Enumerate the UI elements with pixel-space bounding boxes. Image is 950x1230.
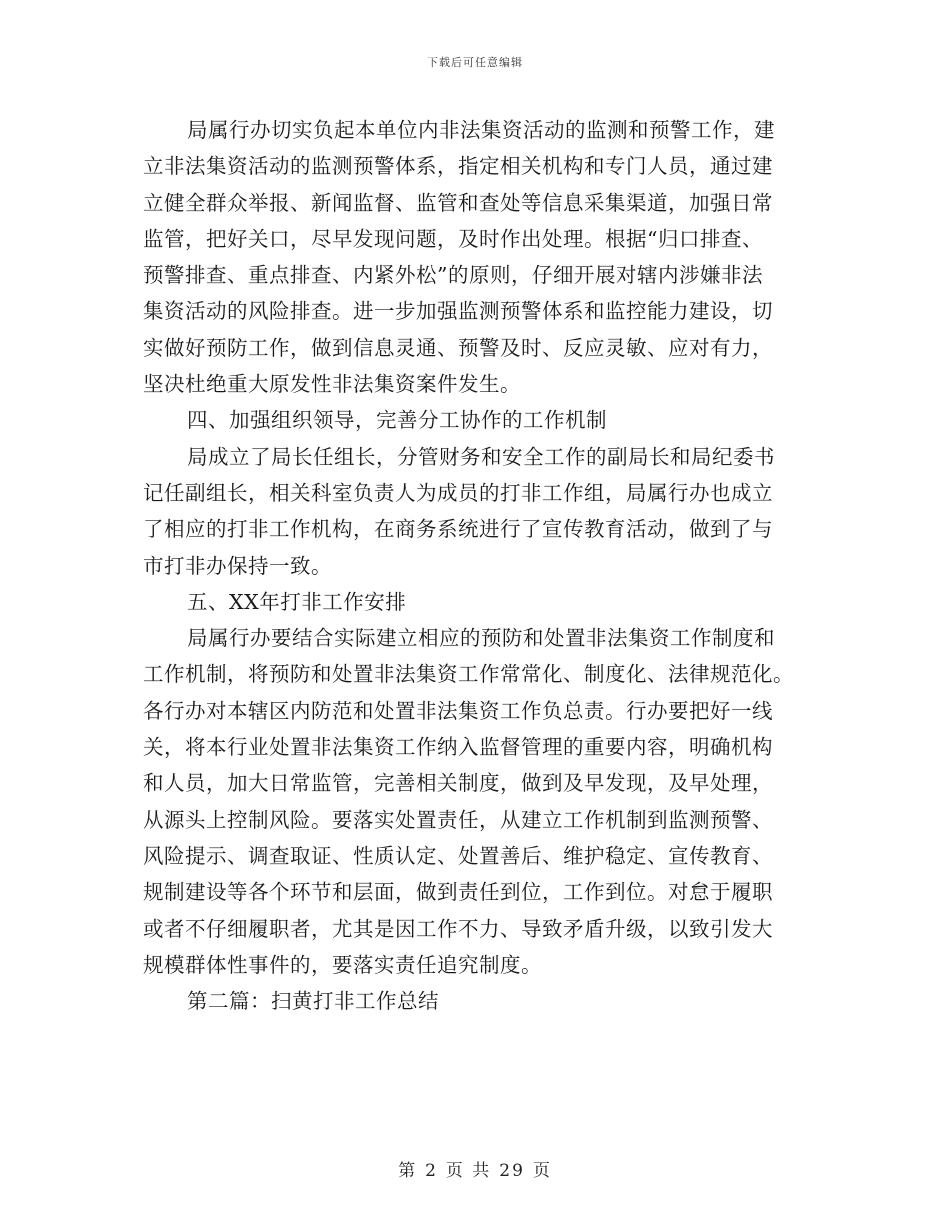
footer-mid: 页 共 <box>445 1161 492 1181</box>
footer-suffix: 页 <box>532 1161 552 1181</box>
paragraph-line: 从源头上控制风险。要落实处置责任，从建立工作机制到监测预警、 <box>143 807 773 832</box>
document-body <box>143 112 803 1019</box>
paragraph-line: 立非法集资活动的监测预警体系，指定相关机构和专门人员，通过建 <box>143 154 773 179</box>
paragraph-line: 局属行办切实负起本单位内非法集资活动的监测和预警工作，建 <box>187 118 775 142</box>
paragraph-line: 规制建设等各个环节和层面，做到责任到位，工作到位。对怠于履职 <box>143 880 773 905</box>
paragraph-line: 预警排查、重点排查、内紧外松”的原则，仔细开展对辖内涉嫌非法 <box>143 263 763 288</box>
section-heading: 四、加强组织领导，完善分工协作的工作机制 <box>187 408 607 433</box>
page-footer <box>0 1156 950 1181</box>
paragraph-line: 立健全群众举报、新闻监督、监管和查处等信息采集渠道，加强日常 <box>143 190 773 215</box>
paragraph-line: 监管，把好关口，尽早发现问题，及时作出处理。根据“归口排查、 <box>143 226 763 251</box>
paragraph-line: 风险提示、调查取证、性质认定、处置善后、维护稳定、宣传教育、 <box>143 843 773 868</box>
paragraph-line: 各行办对本辖区内防范和处置非法集资工作负总责。行办要把好一线 <box>143 698 773 723</box>
section-heading: 五、XX年打非工作安排 <box>187 589 407 614</box>
paragraph-line: 记任副组长，相关科室负责人为成员的打非工作组，局属行办也成立 <box>143 480 773 505</box>
paragraph-line: 集资活动的风险排查。进一步加强监测预警体系和监控能力建设，切 <box>143 299 773 324</box>
paragraph-line: 局属行办要结合实际建立相应的预防和处置非法集资工作制度和 <box>187 626 775 651</box>
chapter-heading: 第二篇：扫黄打非工作总结 <box>187 989 439 1014</box>
header-note: 下载后可任意编辑 <box>427 56 523 69</box>
paragraph-line: 了相应的打非工作机构，在商务系统进行了宣传教育活动，做到了与 <box>143 517 773 542</box>
paragraph-line: 工作机制，将预防和处置非法集资工作常常化、制度化、法律规范化。 <box>143 662 794 687</box>
paragraph-line: 关，将本行业处置非法集资工作纳入监督管理的重要内容，明确机构 <box>143 735 773 760</box>
paragraph-line: 局成立了局长任组长，分管财务和安全工作的副局长和局纪委书 <box>187 444 775 469</box>
paragraph-line: 市打非办保持一致。 <box>143 553 332 578</box>
current-page-number: 2 <box>425 1161 438 1181</box>
paragraph-line: 或者不仔细履职者，尤其是因工作不力、导致矛盾升级，以致引发大 <box>143 916 773 941</box>
paragraph-line: 和人员，加大日常监管，完善相关制度，做到及早发现，及早处理， <box>143 771 773 796</box>
paragraph-line: 坚决杜绝重大原发性非法集资案件发生。 <box>143 372 521 397</box>
footer-prefix: 第 <box>398 1161 418 1181</box>
total-page-count: 29 <box>499 1161 525 1181</box>
paragraph-line: 规模群体性事件的，要落实责任追究制度。 <box>143 952 542 977</box>
paragraph-line: 实做好预防工作，做到信息灵通、预警及时、反应灵敏、应对有力， <box>143 335 773 360</box>
